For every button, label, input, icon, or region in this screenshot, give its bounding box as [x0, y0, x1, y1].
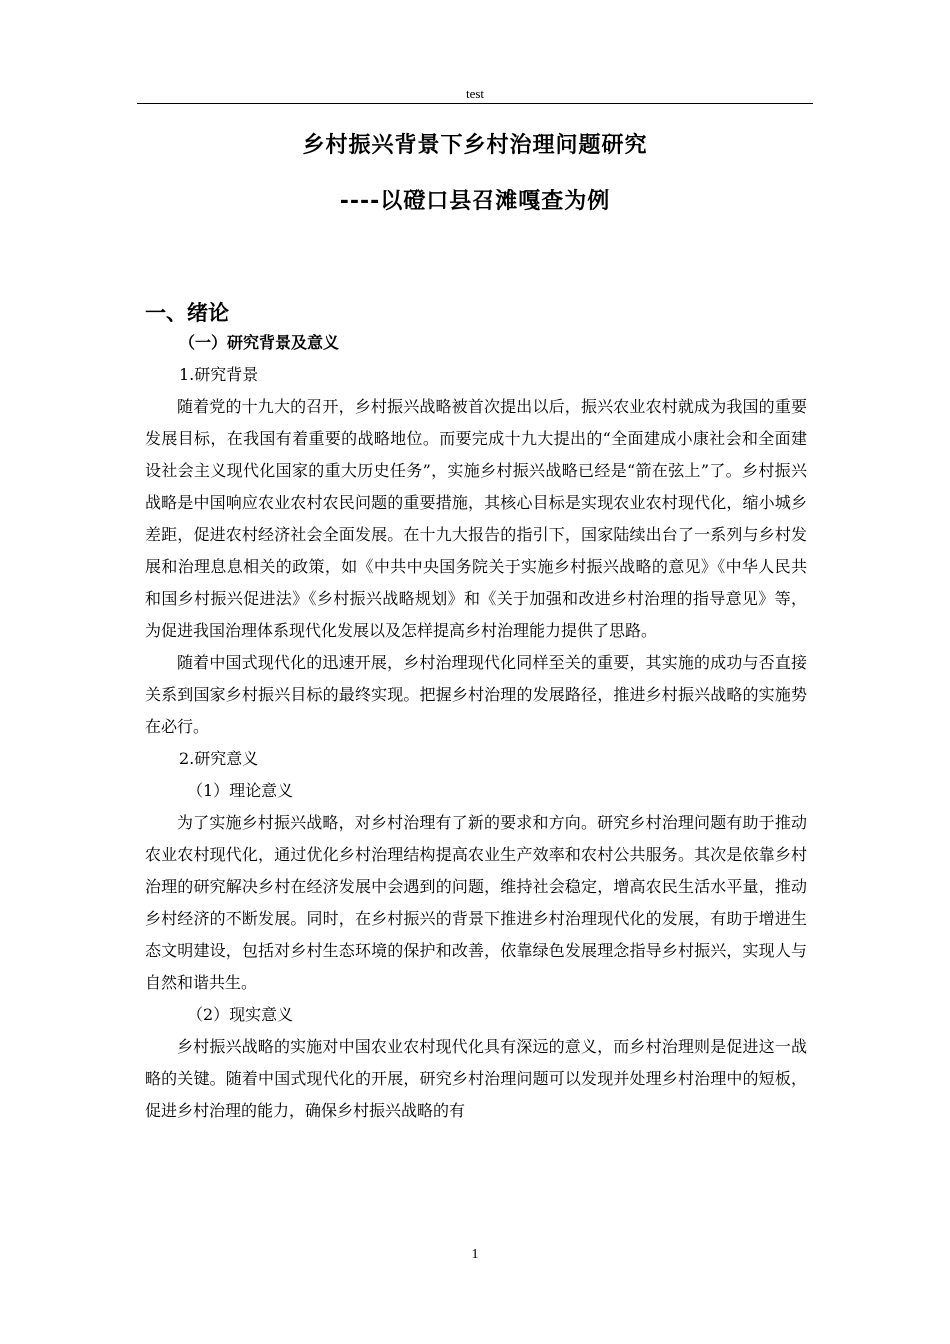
paragraph-practice: 乡村振兴战略的实施对中国农业农村现代化具有深远的意义，而乡村治理则是促进这一战略的关键。随着中国式现代化的开展，研究乡村治理问题可以发现并处理乡村治理中的短板，促进乡村治理的能力，确保乡村振兴战略的有	[145, 1037, 807, 1120]
practice-heading: （2）现实意义	[187, 1005, 294, 1024]
point-heading-background: 1.研究背景	[179, 365, 259, 384]
header-text: test	[465, 86, 485, 101]
paragraph-background-2: 随着中国式现代化的迅速开展，乡村治理现代化同样至关的重要，其实施的成功与否直接关系到国家乡村振兴目标的最终实现。把握乡村治理的发展路径，推进乡村振兴战略的实施势在必行。	[145, 653, 807, 736]
paragraph-background-1: 随着党的十九大的召开，乡村振兴战略被首次提出以后，振兴农业农村就成为我国的重要发展目标，在我国有着重要的战略地位。而要完成十九大提出的“全面建成小康社会和全面建设社会主义现代化国家的重大历史任务”，实施乡村振兴战略已经是“箭在弦上”了。乡村振兴战略是中国响应农业农村农民问题的重要措施，其核心目标是实现农业农村现代化，缩小城乡差距，促进农村经济社会全面发展。在十九大报告的指引下，国家陆续出台了一系列与乡村发展和治理息息相关的政策，如《中共中央国务院关于实施乡村振兴战略的意见》《中华人民共和国乡村振兴促进法》《乡村振兴战略规划》和《关于加强和改进乡村治理的指导意见》等，为促进我国治理体系现代化发展以及怎样提高乡村治理能力提供了思路。	[145, 397, 807, 640]
theory-heading: （1）理论意义	[187, 781, 294, 800]
point-heading-significance: 2.研究意义	[179, 749, 259, 768]
header-rule	[137, 103, 813, 104]
document-body	[145, 327, 807, 1127]
page-number: 1	[471, 1247, 479, 1262]
document-subtitle: ----以磴口县召滩嘎查为例	[339, 189, 611, 214]
section-heading: 一、绪论	[145, 301, 229, 325]
document-title: 乡村振兴背景下乡村治理问题研究	[302, 133, 648, 158]
subsection-heading: （一）研究背景及意义	[179, 333, 340, 352]
paragraph-theory: 为了实施乡村振兴战略，对乡村治理有了新的要求和方向。研究乡村治理问题有助于推动农业农村现代化，通过优化乡村治理结构提高农业生产效率和农村公共服务。其次是依靠乡村治理的研究解决乡村在经济发展中会遇到的问题，维持社会稳定，增高农民生活水平量，推动乡村经济的不断发展。同时，在乡村振兴的背景下推进乡村治理现代化的发展，有助于增进生态文明建设，包括对乡村生态环境的保护和改善，依靠绿色发展理念指导乡村振兴，实现人与自然和谐共生。	[145, 813, 807, 992]
